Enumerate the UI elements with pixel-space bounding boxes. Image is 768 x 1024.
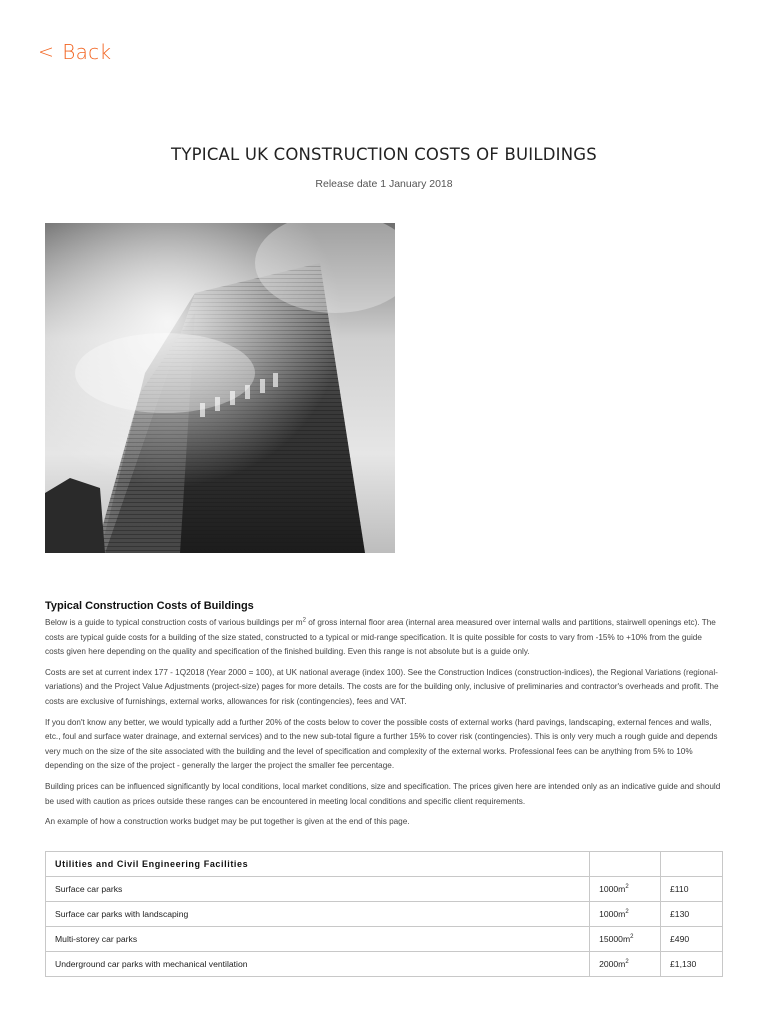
table-category-header: Utilities and Civil Engineering Facilities bbox=[46, 852, 590, 877]
page-title: TYPICAL UK CONSTRUCTION COSTS OF BUILDINGS bbox=[171, 145, 597, 164]
row-description: Surface car parks bbox=[46, 877, 590, 902]
row-size: $15000m^2$ bbox=[590, 927, 661, 952]
row-size: $1000m^2$ bbox=[590, 902, 661, 927]
article bbox=[45, 600, 722, 836]
section-heading: Typical Construction Costs of Buildings bbox=[45, 600, 254, 612]
row-cost: £110 bbox=[661, 877, 723, 902]
table-row bbox=[46, 902, 723, 927]
table-header-empty bbox=[661, 852, 723, 877]
row-description: Underground car parks with mechanical ventilation bbox=[46, 952, 590, 977]
table-row bbox=[46, 927, 723, 952]
row-description: Multi-storey car parks bbox=[46, 927, 590, 952]
back-link[interactable] bbox=[38, 40, 111, 64]
table-row bbox=[46, 877, 723, 902]
paragraph-budget-example: An example of how a construction works budget may be put together is given at the end of this page. bbox=[45, 817, 410, 827]
hero-image bbox=[45, 223, 395, 553]
row-cost: £490 bbox=[661, 927, 723, 952]
paragraph-external-works: If you don't know any better, we would typically add a further 20% of the costs below to cover the possible costs of external works (hard pavings, landscaping, external fences and walls, etc., foul and surface water drainage, and external services) and to the new sub-total figure a further 15% to cover risk (contingencies). This is only very much a rough guide and depends very much on the size of the site associated with the building and the level of specification and complexity of the external works. Professional fees can be anything from 5% to 10% depending on the size of the project - generally the larger the project the smaller fee percentage. bbox=[45, 717, 718, 771]
cost-table bbox=[45, 851, 723, 977]
paragraph-intro: Below is a guide to typical construction costs of various buildings per $m^2$ of gross internal floor area (internal area measured over internal walls and partitions, stairwell openings etc). The costs are typical guide costs for a building of the size stated, constructed to a typical or mid-range specification. It is quite possible for costs to vary from -15% to +10% from the guide costs given here depending on the quality and specification of the finished building. Even this range is not absolute but is a guide only. bbox=[45, 617, 716, 657]
back-label: Back bbox=[62, 40, 112, 64]
table-row bbox=[46, 952, 723, 977]
chevron-left-icon: < bbox=[38, 40, 55, 63]
row-size: $1000m^2$ bbox=[590, 877, 661, 902]
paragraph-price-influences: Building prices can be influenced significantly by local conditions, local market conditions, size and specification. The prices given here are intended only as an indicative guide and should be used with caution as prices outside these ranges can be encountered in meeting local conditions and specific client requirements. bbox=[45, 781, 721, 806]
release-date: Release date 1 January 2018 bbox=[315, 178, 453, 190]
row-size: $2000m^2$ bbox=[590, 952, 661, 977]
row-description: Surface car parks with landscaping bbox=[46, 902, 590, 927]
paragraph-index: Costs are set at current index 177 - 1Q2018 (Year 2000 = 100), at UK national average (index 100). See the Construction Indices (construction-indices), the Regional Variations (regional-variations) and the Project Value Adjustments (project-size) pages for more details. The costs are for the building only, inclusive of preliminaries and contractor's overheads and profit. The costs are exclusive of furnishings, external works, allowances for risk (contingencies), fees and VAT. bbox=[45, 667, 719, 706]
table-header-row bbox=[46, 852, 723, 877]
row-cost: £130 bbox=[661, 902, 723, 927]
table-header-empty bbox=[590, 852, 661, 877]
skyscraper-photo bbox=[45, 223, 395, 553]
row-cost: £1,130 bbox=[661, 952, 723, 977]
